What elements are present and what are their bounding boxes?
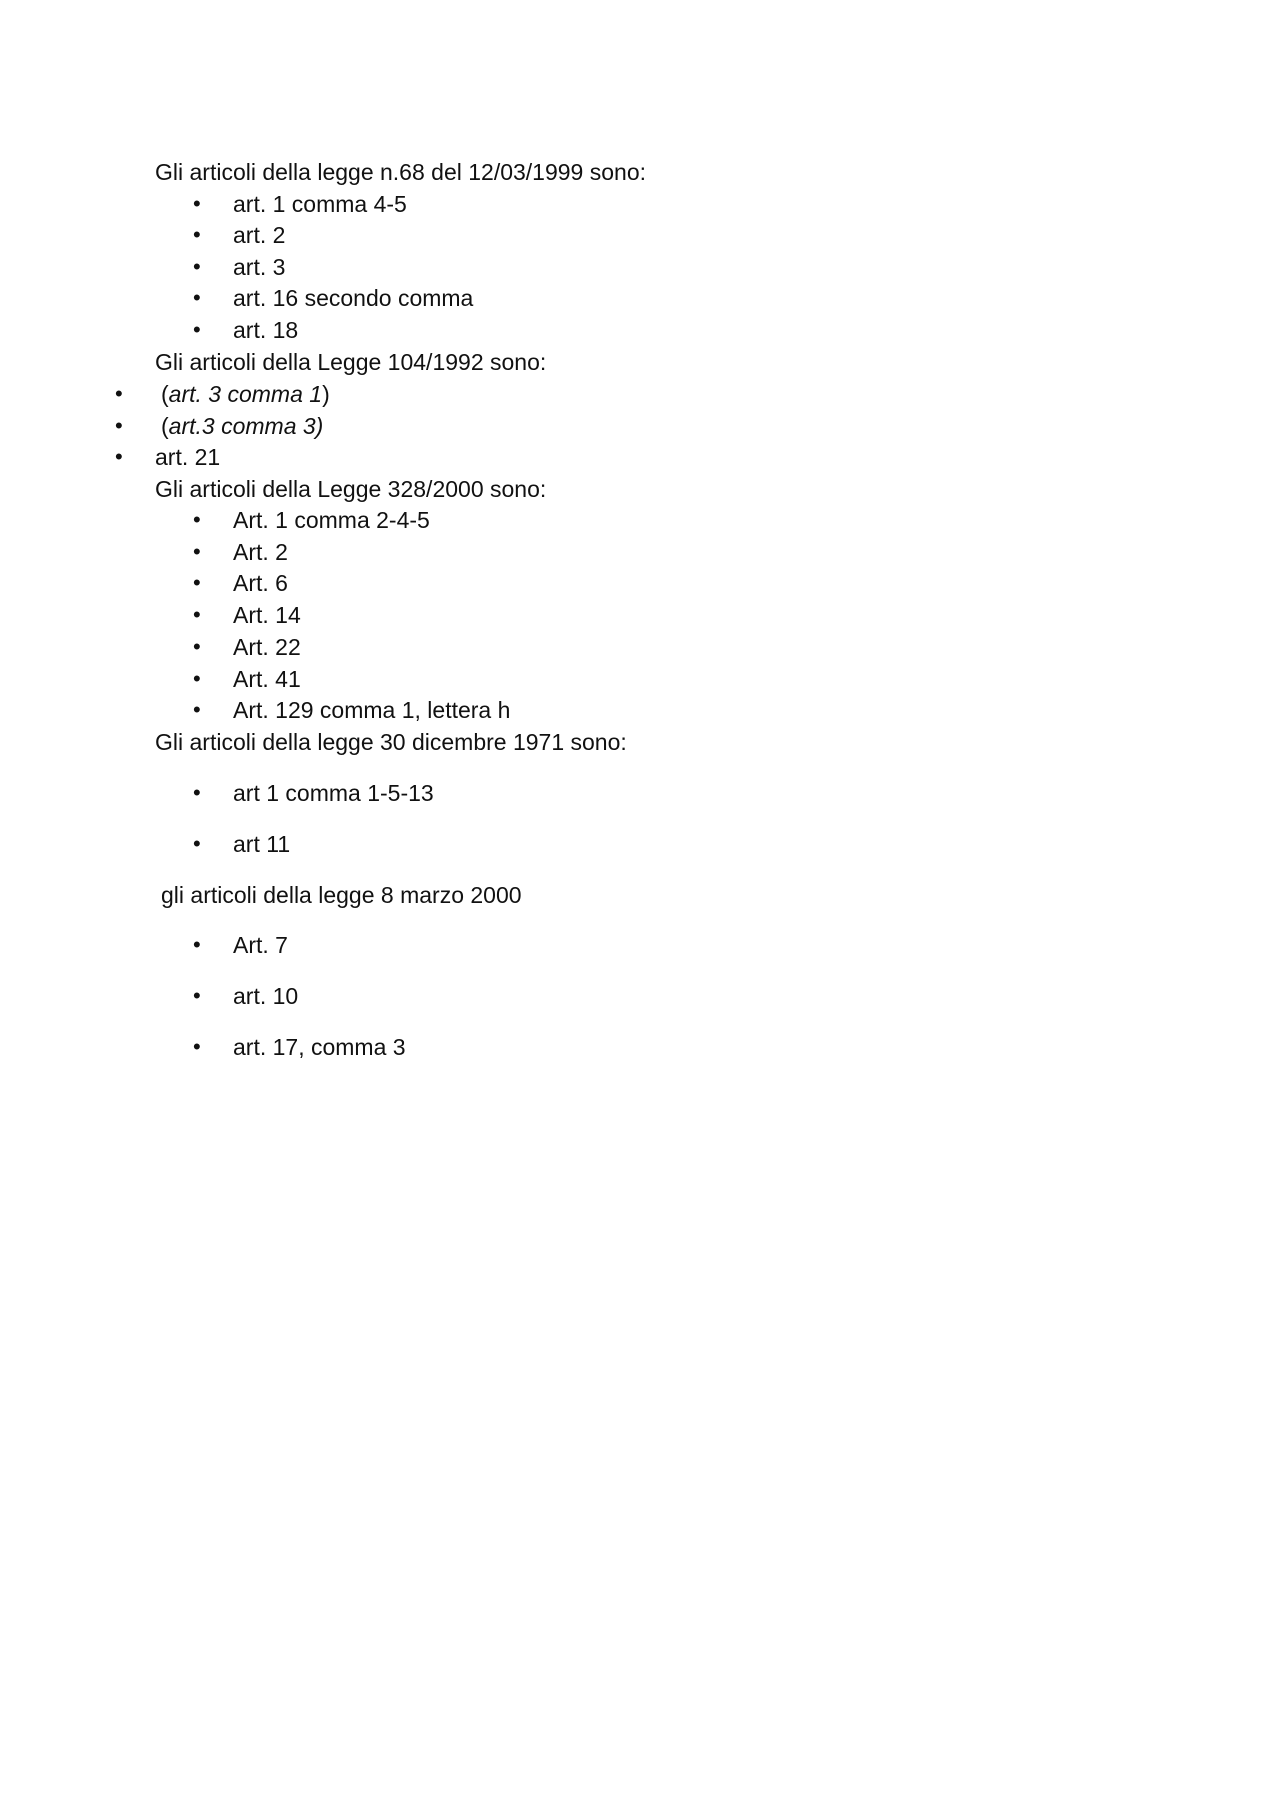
bullet: •	[193, 780, 201, 805]
list-item: art. 18	[233, 317, 299, 343]
bullet: •	[193, 634, 201, 659]
list-item: Art. 14	[233, 602, 301, 628]
italic-text: art.3 comma 3)	[168, 413, 324, 439]
list-item: Art. 2	[233, 539, 288, 565]
bullet: •	[115, 413, 123, 438]
bullet: •	[193, 831, 201, 856]
list-item: art 11	[233, 831, 291, 857]
section-heading: Gli articoli della legge 30 dicembre 1971 sono:	[155, 729, 627, 755]
bullet: •	[193, 222, 201, 247]
bullet: •	[115, 381, 123, 406]
italic-text: art. 3 comma 1	[168, 381, 323, 407]
bullet: •	[193, 666, 201, 691]
bullet: •	[193, 191, 201, 216]
paren-close: )	[322, 381, 330, 407]
list-item: Art. 7	[233, 932, 288, 958]
section-heading: gli articoli della legge 8 marzo 2000	[161, 882, 522, 908]
section-heading: Gli articoli della legge n.68 del 12/03/1999 sono:	[155, 159, 647, 185]
list-item: art. 10	[233, 983, 299, 1009]
list-item: Art. 6	[233, 570, 288, 596]
list-item: art. 17, comma 3	[233, 1034, 406, 1060]
bullet: •	[193, 932, 201, 957]
bullet: •	[193, 602, 201, 627]
list-item	[161, 412, 323, 440]
bullet: •	[115, 444, 123, 469]
section-heading: Gli articoli della Legge 328/2000 sono:	[155, 476, 547, 502]
list-item: art. 2	[233, 222, 286, 248]
bullet: •	[193, 570, 201, 595]
list-item: Art. 1 comma 2-4-5	[233, 507, 430, 533]
bullet: •	[193, 697, 201, 722]
bullet: •	[193, 285, 201, 310]
list-item: art. 16 secondo comma	[233, 285, 474, 311]
list-item: art 1 comma 1-5-13	[233, 780, 434, 806]
paren-open: (	[161, 413, 169, 439]
section-heading: Gli articoli della Legge 104/1992 sono:	[155, 349, 547, 375]
list-item: Art. 22	[233, 634, 301, 660]
bullet: •	[193, 317, 201, 342]
list-item	[161, 380, 330, 408]
bullet: •	[193, 507, 201, 532]
bullet: •	[193, 983, 201, 1008]
bullet: •	[193, 254, 201, 279]
list-item: Art. 129 comma 1, lettera h	[233, 697, 511, 723]
list-item: art. 21	[155, 444, 221, 470]
list-item: art. 3	[233, 254, 286, 280]
list-item: Art. 41	[233, 666, 301, 692]
list-item: art. 1 comma 4-5	[233, 191, 407, 217]
bullet: •	[193, 539, 201, 564]
bullet: •	[193, 1034, 201, 1059]
paren-open: (	[161, 381, 169, 407]
